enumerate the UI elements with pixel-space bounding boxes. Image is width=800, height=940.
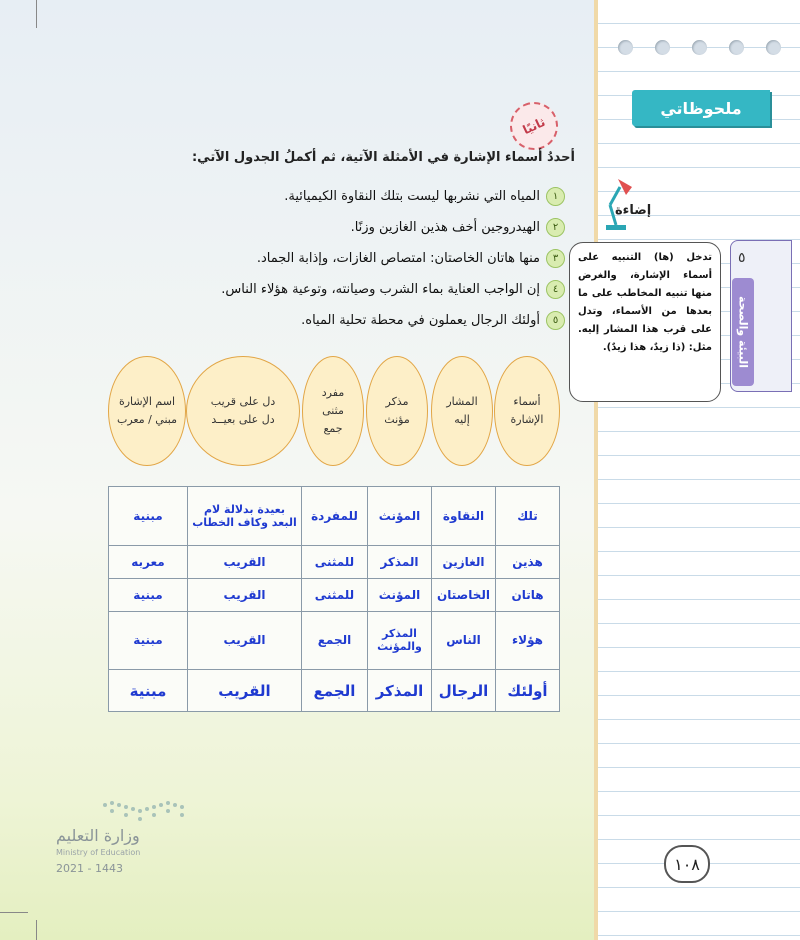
table-cell: مبنية <box>109 487 188 546</box>
table-cell: للمفردة <box>302 487 368 546</box>
ministry-logo-icon <box>100 795 190 825</box>
example-item <box>351 218 565 237</box>
example-number: ٥ <box>546 311 565 330</box>
table-cell: المذكر <box>368 545 432 578</box>
example-text: المياه التي نشربها ليست بتلك النقاوة الكيميائية. <box>284 189 540 204</box>
table-cell: مبنية <box>109 670 188 712</box>
table-cell: القريب <box>188 545 302 578</box>
table-cell: الجمع <box>302 670 368 712</box>
binder-hole <box>692 40 707 55</box>
binder-hole <box>618 40 633 55</box>
table-cell: للمثنى <box>302 578 368 611</box>
table-cell: الناس <box>432 611 496 670</box>
section-badge: ثانيًا <box>502 94 566 158</box>
table-cell: المذكر <box>368 670 432 712</box>
table-cell: الغازين <box>432 545 496 578</box>
crop-mark <box>36 0 37 28</box>
table-cell: النقاوة <box>432 487 496 546</box>
table-row <box>109 545 560 578</box>
table-cell: مبنية <box>109 578 188 611</box>
table-cell: المؤنث <box>368 578 432 611</box>
table-cell: القريب <box>188 578 302 611</box>
table-row <box>109 578 560 611</box>
table-row <box>109 670 560 712</box>
example-text: أولئك الرجال يعملون في محطة تحلية المياه. <box>301 313 540 328</box>
header-bubble: مفرد مثنى جمع <box>302 356 364 466</box>
table-row <box>109 487 560 546</box>
table-cell: هؤلاء <box>496 611 560 670</box>
crop-mark <box>36 920 37 940</box>
table-cell: أولئك <box>496 670 560 712</box>
example-text: منها هاتان الخاصتان: امتصاص الغازات، وإذابة الجماد. <box>256 251 540 266</box>
example-item <box>221 280 565 299</box>
notes-tab: ملحوظاتي <box>632 90 770 126</box>
header-bubble: اسم الإشارة مبني / معرب <box>108 356 186 466</box>
table-cell: هذين <box>496 545 560 578</box>
ministry-name-ar: وزارة التعليم <box>56 826 140 845</box>
table-cell: مبنية <box>109 611 188 670</box>
binder-hole <box>729 40 744 55</box>
table-cell: للمثنى <box>302 545 368 578</box>
header-bubble: مذكر مؤنث <box>366 356 428 466</box>
header-bubble: أسماء الإشارة <box>494 356 560 466</box>
unit-number: ٥ <box>738 250 746 266</box>
table-row <box>109 611 560 670</box>
table-cell: تلك <box>496 487 560 546</box>
example-item <box>301 311 565 330</box>
table-cell: الرجال <box>432 670 496 712</box>
header-bubble: المشار إليه <box>431 356 493 466</box>
header-bubble: دل على قريب دل على بعيــد <box>186 356 300 466</box>
table-cell: المؤنث <box>368 487 432 546</box>
notes-column <box>594 0 800 940</box>
example-item <box>284 187 565 206</box>
ministry-name-en: Ministry of Education <box>56 848 141 857</box>
example-number: ١ <box>546 187 565 206</box>
table-cell: هاتان <box>496 578 560 611</box>
table-cell: الجمع <box>302 611 368 670</box>
page-number: ١٠٨ <box>664 845 710 883</box>
example-number: ٤ <box>546 280 565 299</box>
example-item <box>257 249 565 268</box>
ministry-year: 2021 - 1443 <box>56 862 123 875</box>
binder-hole <box>655 40 670 55</box>
table-cell: المذكر والمؤنث <box>368 611 432 670</box>
example-number: ٢ <box>546 218 565 237</box>
table-cell: الخاصتان <box>432 578 496 611</box>
crop-mark <box>0 912 28 913</box>
answer-table <box>108 486 560 712</box>
table-cell: معربه <box>109 545 188 578</box>
idaa-box: تدخل (ها) التنبيه على أسماء الإشارة، والغرض منها تنبيه المخاطب على ما بعدها من الأسماء، وتدل على قرب هذا المشار إليه. مثل: (ذا زيدٌ، هذا زيدٌ). <box>569 242 721 402</box>
table-cell: بعيدة بدلالة لام البعد وكاف الخطاب <box>188 487 302 546</box>
idaa-label: إضاءة <box>615 203 652 218</box>
binder-hole <box>766 40 781 55</box>
unit-title: البيئة والصحة <box>732 278 754 386</box>
table-cell: القريب <box>188 611 302 670</box>
table-cell: القريب <box>188 670 302 712</box>
example-text: إن الواجب العناية بماء الشرب وصيانته، وتوعية هؤلاء الناس. <box>221 282 540 297</box>
instruction: أحددُ أسماء الإشارة في الأمثلة الآتية، ثم أكملُ الجدول الآتي: <box>191 150 575 165</box>
example-number: ٣ <box>546 249 565 268</box>
example-text: الهيدروجين أخف هذين الغازين وزنًا. <box>350 220 540 235</box>
